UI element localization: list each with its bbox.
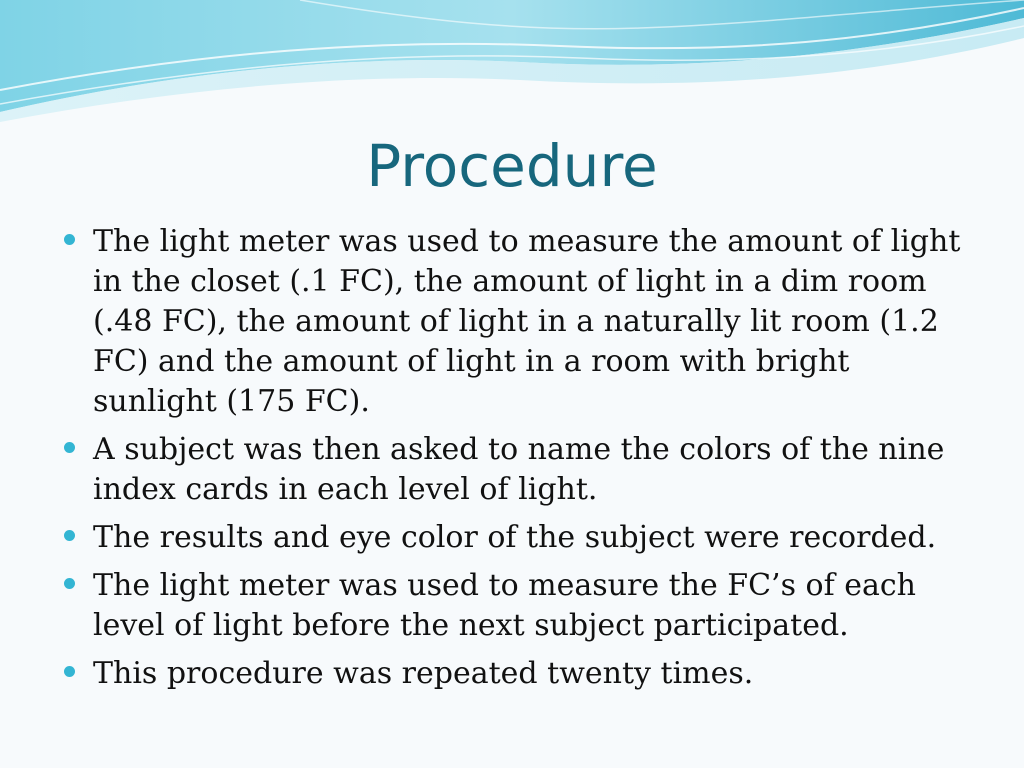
slide-title: Procedure xyxy=(366,132,658,200)
bullet-text: The light meter was used to measure the amount of light in the closet (.1 FC), the amount of light in a dim room (.48 FC), the amount of light in a naturally lit room (1.2 FC) and the amount of light in a room with bright sunlight (175 FC). xyxy=(93,224,961,419)
bullet-dot-icon xyxy=(64,578,75,589)
list-item xyxy=(62,518,962,558)
list-item xyxy=(62,222,962,422)
bullet-dot-icon xyxy=(64,666,75,677)
bullet-dot-icon xyxy=(64,530,75,541)
list-item xyxy=(62,566,962,646)
bullet-text: The light meter was used to measure the FC’s of each level of light before the next subject participated. xyxy=(93,568,916,643)
list-item xyxy=(62,654,962,694)
bullet-text: A subject was then asked to name the colors of the nine index cards in each level of light. xyxy=(93,432,945,507)
bullet-list xyxy=(62,222,962,702)
bullet-dot-icon xyxy=(64,442,75,453)
bullet-dot-icon xyxy=(64,234,75,245)
bullet-text: The results and eye color of the subject were recorded. xyxy=(93,520,937,555)
bullet-text: This procedure was repeated twenty times. xyxy=(93,656,754,691)
list-item xyxy=(62,430,962,510)
header-wave-decoration xyxy=(0,0,1024,130)
